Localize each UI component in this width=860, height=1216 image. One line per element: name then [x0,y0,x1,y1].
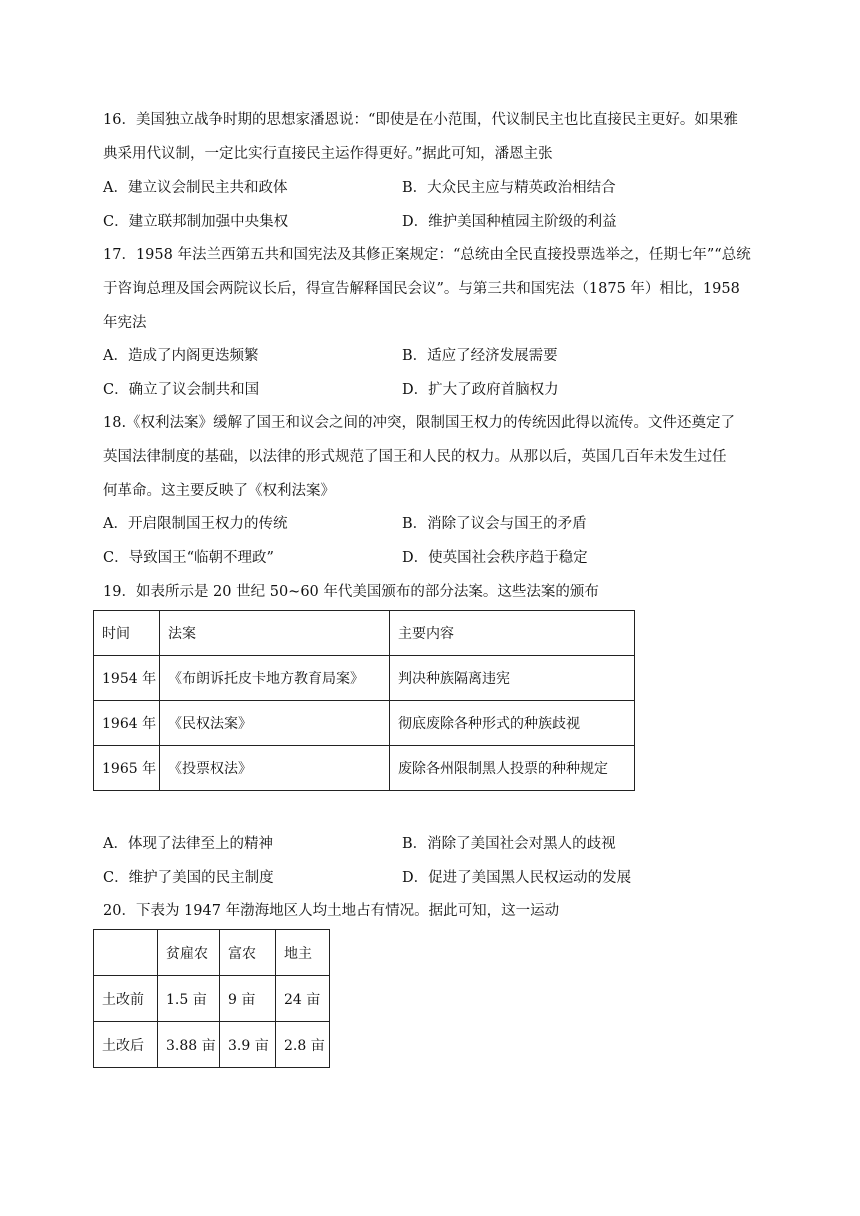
table-header-cell [94,930,158,976]
table-row [94,701,635,746]
q18-stem-line3: 何革命。这主要反映了《权利法案》 [103,483,335,499]
q19-option-c: C．维护了美国的民主制度 [103,870,274,886]
table-row [94,1022,330,1068]
q16-option-d: D．维护美国种植园主阶级的利益 [402,214,617,230]
table-cell: 3.88 亩 [158,1022,220,1068]
q16-option-a: A．建立议会制民主共和政体 [103,180,288,196]
table-header-cell: 地主 [276,930,330,976]
table-cell: 土改前 [94,976,158,1022]
table-cell: 24 亩 [276,976,330,1022]
table-header-cell: 法案 [160,611,390,656]
q17-option-b: B．适应了经济发展需要 [402,348,558,364]
q17-stem-line1: 17．1958 年法兰西第五共和国宪法及其修正案规定：“总统由全民直接投票选举之，任期七年”“总统 [103,247,751,263]
q19-option-b: B．消除了美国社会对黑人的歧视 [402,836,616,852]
table-cell: 1.5 亩 [158,976,220,1022]
table-row [94,746,635,791]
q19-option-a: A．体现了法律至上的精神 [103,836,273,852]
table-header-cell: 主要内容 [390,611,635,656]
table-cell: 1965 年 [94,746,160,791]
table-header-row [94,930,330,976]
table-cell: 1954 年 [94,656,160,701]
table-cell: 判决种族隔离违宪 [390,656,635,701]
q18-option-b: B．消除了议会与国王的矛盾 [402,516,587,532]
q16-stem-line2: 典采用代议制，一定比实行直接民主运作得更好。”据此可知，潘恩主张 [103,146,553,162]
q20-stem-line1: 20．下表为 1947 年渤海地区人均土地占有情况。据此可知，这一运动 [103,903,560,919]
table-cell: 《投票权法》 [160,746,390,791]
q18-option-a: A．开启限制国王权力的传统 [103,516,288,532]
table-row [94,656,635,701]
table-header-cell: 富农 [220,930,276,976]
q17-option-c: C．确立了议会制共和国 [103,382,260,398]
land-table [93,929,330,1068]
table-cell: 2.8 亩 [276,1022,330,1068]
q18-stem-line1: 18.《权利法案》缓解了国王和议会之间的冲突，限制国王权力的传统因此得以流传。文件还奠定了 [103,415,736,431]
table-cell: 1964 年 [94,701,160,746]
q18-option-c: C．导致国王“临朝不理政” [103,550,274,566]
table-header-cell: 贫雇农 [158,930,220,976]
q16-option-c: C．建立联邦制加强中央集权 [103,214,289,230]
table-header-cell: 时间 [94,611,160,656]
q19-option-d: D．促进了美国黑人民权运动的发展 [402,870,632,886]
q18-stem-line2: 英国法律制度的基础，以法律的形式规范了国王和人民的权力。从那以后，英国几百年未发生过任 [103,449,727,465]
q19-stem-line1: 19．如表所示是 20 世纪 50~60 年代美国颁布的部分法案。这些法案的颁布 [103,584,599,600]
q17-option-a: A．造成了内阁更迭频繁 [103,348,259,364]
table-header-row [94,611,635,656]
table-cell: 土改后 [94,1022,158,1068]
q17-option-d: D．扩大了政府首脑权力 [402,382,559,398]
q16-stem-line1: 16．美国独立战争时期的思想家潘恩说：“即使是在小范围，代议制民主也比直接民主更好。如果雅 [103,112,738,128]
table-row [94,976,330,1022]
law-table [93,610,635,791]
q17-stem-line2: 于咨询总理及国会两院议长后，得宣告解释国民会议”。与第三共和国宪法（1875 年）相比，1958 [103,281,740,297]
table-cell: 3.9 亩 [220,1022,276,1068]
q18-option-d: D．使英国社会秩序趋于稳定 [402,550,588,566]
table-cell: 《民权法案》 [160,701,390,746]
table-cell: 9 亩 [220,976,276,1022]
table-cell: 《布朗诉托皮卡地方教育局案》 [160,656,390,701]
q16-option-b: B．大众民主应与精英政治相结合 [402,180,616,196]
table-cell: 废除各州限制黑人投票的种种规定 [390,746,635,791]
q17-stem-line3: 年宪法 [103,315,147,331]
table-cell: 彻底废除各种形式的种族歧视 [390,701,635,746]
